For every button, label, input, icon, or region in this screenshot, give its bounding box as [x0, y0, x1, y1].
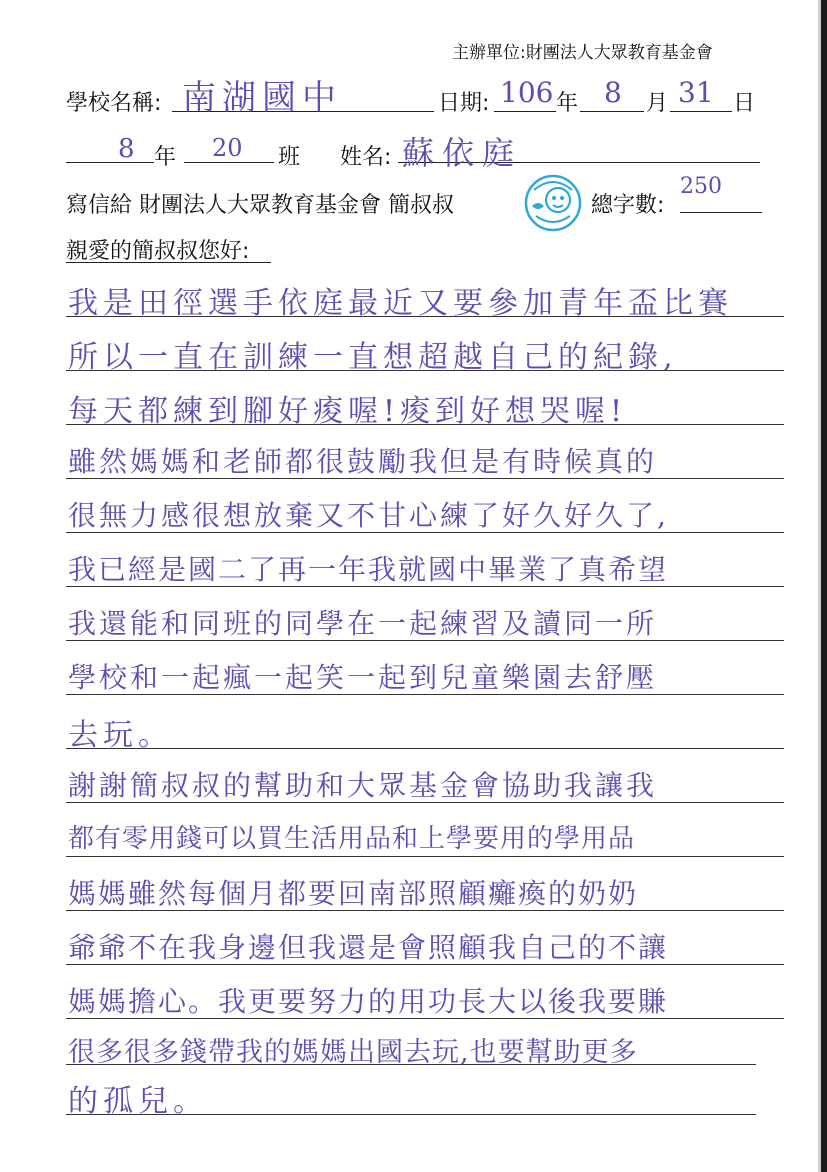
letter-to-text: 寫信給 財團法人大眾教育基金會 簡叔叔 [66, 193, 454, 218]
year-unit: 年 [556, 91, 579, 116]
organizer-text: 主辦單位:財團法人大眾教育基金會 [452, 43, 713, 63]
greeting-text: 親愛的簡叔叔您好: [66, 239, 250, 264]
letter-line: 媽媽雖然每個月都要回南部照顧癱瘓的奶奶 [68, 877, 639, 910]
school-label: 學校名稱: [66, 91, 162, 116]
class-unit: 班 [278, 145, 301, 170]
school-value: 南湖國中 [182, 78, 342, 118]
letter-line: 每天都練到腳好痠喔!痠到好想哭喔! [68, 394, 628, 429]
month-value: 8 [604, 76, 622, 109]
letter-line: 學校和一起瘋一起笑一起到兒童樂園去舒壓 [68, 661, 658, 694]
letter-line: 所以一直在訓練一直想超越自己的紀錄, [68, 340, 678, 375]
letter-line: 爺爺不在我身邊但我還是會照顧我自己的不讓 [68, 931, 669, 964]
year-value: 106 [500, 76, 554, 109]
wordcount-label: 總字數: [591, 193, 665, 218]
day-value: 31 [678, 76, 714, 109]
year-underline [494, 111, 556, 112]
grade-value: 8 [118, 134, 135, 164]
month-underline [580, 111, 644, 112]
letter-line: 我已經是國二了再一年我就國中畢業了真希望 [68, 553, 669, 586]
day-underline [670, 111, 732, 112]
wordcount-underline [680, 212, 762, 213]
class-value: 20 [212, 134, 243, 162]
letter-line: 的孤兒。 [68, 1084, 208, 1119]
letter-line: 媽媽擔心。我更要努力的用功長大以後我要賺 [68, 985, 669, 1018]
scan-edge-dark [821, 0, 827, 1172]
letter-line: 雖然媽媽和老師都很鼓勵我但是有時候真的 [68, 445, 658, 478]
day-unit: 日 [733, 91, 756, 116]
letter-line: 我還能和同班的同學在一起練習及讀同一所 [68, 607, 658, 640]
greeting-underline [66, 262, 271, 263]
grade-underline [66, 162, 154, 163]
month-unit: 月 [646, 91, 669, 116]
date-label: 日期: [438, 91, 490, 116]
name-label: 姓名: [340, 145, 392, 170]
letter-line: 很無力感很想放棄又不甘心練了好久好久了, [68, 499, 669, 532]
letter-line: 去玩。 [68, 718, 173, 753]
letter-line: 很多很多錢帶我的媽媽出國去玩,也要幫助更多 [68, 1037, 638, 1068]
class-underline [184, 162, 274, 163]
letter-line: 謝謝簡叔叔的幫助和大眾基金會協助我讓我 [68, 769, 658, 802]
letter-line: 我是田徑選手依庭最近又要參加青年盃比賽 [68, 286, 733, 321]
name-value: 蘇依庭 [402, 134, 523, 172]
grade-unit: 年 [154, 145, 177, 170]
ruled-line [66, 856, 784, 857]
ruled-line [66, 748, 784, 749]
wordcount-value: 250 [680, 174, 722, 199]
letter-line: 都有零用錢可以買生活用品和上學要用的學用品 [68, 824, 636, 854]
foundation-logo-icon [520, 168, 586, 234]
